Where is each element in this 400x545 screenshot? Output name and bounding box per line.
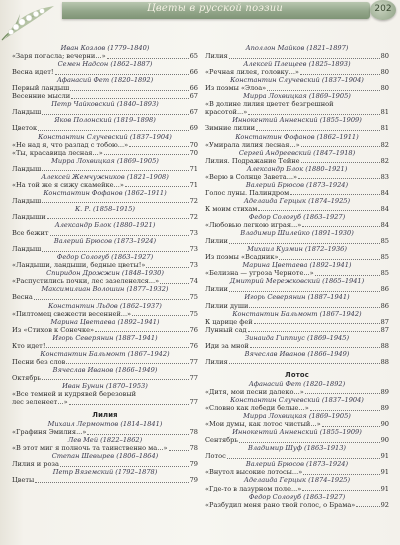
toc-entry[interactable] [12, 310, 198, 318]
entry-title: К царице фей [205, 317, 253, 326]
author-heading: Константин Случевский (1837–1904) [230, 396, 364, 405]
author-heading: Иван Бунин (1870–1953) [62, 381, 148, 390]
entry-title: «Графиня Эмилия...» [12, 428, 87, 437]
entry-page-number: 72 [189, 212, 198, 221]
author-heading: Иван Козлов (1779–1840) [60, 44, 150, 52]
toc-entry[interactable] [12, 342, 198, 350]
entry-title: Сентябрь [205, 436, 238, 445]
toc-entry[interactable] [12, 84, 198, 92]
author-heading: Аполлон Майков (1821–1897) [245, 44, 349, 52]
toc-entry[interactable] [205, 189, 389, 197]
dot-leader [87, 434, 188, 435]
author-heading: Валерий Брюсов (1873–1924) [53, 237, 157, 246]
entry-page-number: 90 [380, 420, 389, 429]
toc-entry[interactable] [12, 460, 198, 468]
author-heading: Михаил Кузмин (1872–1936) [247, 245, 347, 254]
author-heading: Владимир Шуф (1863–1913) [247, 444, 347, 453]
toc-entry[interactable] [12, 181, 198, 189]
author-heading: Яков Полонский (1819–1898) [54, 116, 156, 125]
dot-leader [305, 393, 380, 394]
entry-page-number: 69 [189, 124, 198, 133]
entry-title: Весна идет! [12, 68, 54, 77]
entry-page-number: 66 [189, 84, 198, 93]
dot-leader [301, 162, 380, 163]
entry-page-number: 83 [380, 172, 389, 181]
toc-entry[interactable] [205, 237, 389, 245]
entry-page-number: 73 [189, 229, 198, 238]
entry-page-number: 78 [189, 428, 198, 437]
entry-title: «На той же я сижу скамейке...» [12, 180, 124, 189]
dot-leader [290, 194, 379, 195]
contents-right-column [205, 44, 389, 509]
entry-page-number: 90 [380, 436, 389, 445]
entry-page-number: 74 [189, 277, 198, 286]
entry-page-number: 91 [380, 468, 389, 477]
toc-entry[interactable] [12, 374, 198, 382]
entry-title: К моим стихам [205, 204, 258, 213]
toc-entry[interactable] [205, 221, 389, 229]
entry-page-number: 71 [189, 180, 198, 189]
entry-page-number: 67 [189, 92, 198, 101]
toc-entry[interactable] [205, 173, 389, 181]
author-heading: Федор Сологуб (1863–1927) [248, 492, 346, 501]
entry-page-number: 79 [189, 476, 198, 485]
entry-title: Песни без слов [12, 357, 66, 366]
dot-leader [300, 74, 380, 75]
toc-entry[interactable] [205, 358, 389, 366]
dot-leader [256, 130, 380, 131]
toc-entry[interactable] [205, 388, 389, 396]
toc-entry[interactable] [205, 68, 389, 76]
toc-entry[interactable] [205, 436, 389, 444]
entry-title: Голос луны. Палиндром [205, 188, 290, 197]
author-heading: Мирра Лохвицкая (1869–1905) [51, 156, 159, 165]
author-heading: Максимилиан Волошин (1877–1932) [41, 285, 169, 294]
author-heading: Вячеслав Иванов (1866–1949) [52, 365, 158, 374]
dot-leader [35, 482, 188, 483]
dot-leader [71, 98, 188, 99]
toc-entry[interactable] [12, 52, 198, 60]
entry-title: Лилия [205, 357, 228, 366]
author-heading: Зинаида Гиппиус (1869–1945) [244, 333, 350, 342]
toc-entry[interactable] [12, 398, 198, 406]
author-heading: Константин Бальмонт (1867–1942) [232, 309, 362, 318]
dot-leader [229, 291, 380, 292]
toc-entry[interactable] [205, 285, 389, 293]
author-heading: Федор Сологуб (1863–1927) [248, 212, 346, 221]
dot-leader [104, 154, 189, 155]
entry-title: Первый ландыш [12, 84, 70, 93]
dot-leader [315, 275, 380, 276]
entry-page-number: 76 [189, 325, 198, 334]
toc-entry[interactable] [205, 124, 389, 132]
entry-page-number: 87 [380, 317, 389, 326]
entry-page-number: 80 [380, 68, 389, 77]
author-heading: Аделаида Герцык (1874–1925) [243, 476, 351, 485]
dot-leader [250, 347, 380, 348]
toc-entry[interactable] [205, 108, 389, 116]
entry-page-number: 72 [189, 196, 198, 205]
toc-entry[interactable] [205, 318, 389, 326]
entry-title: «Дитя, мои песни далеко...» [205, 387, 304, 396]
entry-page-number: 67 [189, 108, 198, 117]
author-heading: Иннокентий Анненский (1855–1909) [232, 428, 362, 437]
entry-title: Зимние лилии [205, 124, 255, 133]
entry-title: Лилии [205, 237, 228, 246]
author-heading: К. Р. (1858–1915) [75, 204, 135, 213]
entry-page-number: 82 [380, 140, 389, 149]
dot-leader [42, 251, 188, 252]
entry-page-number: 79 [189, 460, 198, 469]
toc-entry[interactable] [205, 404, 389, 412]
toc-entry[interactable] [12, 245, 198, 253]
dot-leader [95, 331, 189, 332]
entry-page-number: 85 [380, 253, 389, 262]
entry-title: «В этот миг я полночь та таинственно ма...» [12, 444, 168, 453]
entry-title: Лотос [205, 452, 226, 461]
toc-entry[interactable] [205, 342, 389, 350]
page-header [0, 0, 400, 30]
entry-page-number: 70 [189, 140, 198, 149]
toc-entry[interactable] [205, 52, 389, 60]
toc-entry[interactable] [12, 108, 198, 116]
toc-entry[interactable] [205, 452, 389, 460]
toc-entry[interactable] [12, 213, 198, 221]
author-heading: Вячеслав Иванов (1866–1949) [244, 349, 350, 358]
entry-title: Лилии души [205, 301, 249, 310]
dot-leader [160, 283, 188, 284]
running-title: Цветы в русской поэзии [146, 3, 284, 14]
entry-page-number: 70 [189, 148, 198, 157]
toc-entry[interactable] [12, 229, 198, 237]
dot-leader [322, 426, 380, 427]
dot-leader [146, 267, 188, 268]
entry-title: «Ты, красавица лесная...» [12, 148, 103, 157]
entry-title: «Ландыши, ландыши, бедные цветы!» [12, 261, 146, 270]
dot-leader [279, 259, 379, 260]
entry-title: Из «Стихов к Сонечке» [12, 325, 95, 334]
lily-of-the-valley-ornament [0, 0, 64, 44]
entry-page-number: 73 [189, 245, 198, 254]
entry-title: красотой...» [205, 108, 248, 117]
entry-page-number: 76 [189, 341, 198, 350]
entry-page-number: 77 [189, 373, 198, 382]
dot-leader [227, 458, 380, 459]
entry-page-number: 82 [380, 156, 389, 165]
entry-page-number: 81 [380, 124, 389, 133]
entry-title: «Речная лилея, головку...» [205, 68, 299, 77]
entry-title: Лунный сад [205, 325, 247, 334]
dot-leader [42, 379, 188, 380]
dot-leader [356, 506, 379, 507]
toc-entry[interactable] [205, 253, 389, 261]
toc-entry[interactable] [12, 68, 198, 76]
entry-page-number: 89 [380, 387, 389, 396]
toc-entry[interactable] [12, 261, 198, 269]
dot-leader [298, 178, 380, 179]
author-heading: Мирра Лохвицкая (1869–1905) [243, 412, 351, 421]
entry-title-line: «Все темней и кудрявей березовый [12, 390, 136, 399]
entry-title: «Заря погасла; вечерни...» [12, 52, 106, 61]
entry-title: Из поэмы «Всадник» [205, 253, 279, 262]
entry-title: «Словно как лебеди белые...» [205, 404, 309, 413]
toc-entry[interactable] [205, 420, 389, 428]
toc-entry[interactable] [12, 92, 198, 100]
dot-leader [254, 323, 380, 324]
entry-page-number: 86 [380, 285, 389, 294]
dot-leader [60, 466, 189, 467]
author-heading: Алексей Жемчужников (1821–1908) [41, 172, 169, 181]
toc-entry[interactable] [205, 157, 389, 165]
dot-leader [303, 474, 379, 475]
contents-left-column [12, 44, 198, 485]
dot-leader [66, 363, 188, 364]
entry-title-line: «В долине лилия цветет безгрешной [205, 100, 334, 109]
entry-page-number: 84 [380, 204, 389, 213]
entry-title: Цветы [12, 476, 35, 485]
toc-entry[interactable] [12, 197, 198, 205]
entry-title: Лилия. Подражание Тейне [205, 156, 300, 165]
entry-title: Ландыш [12, 164, 42, 173]
entry-title: «Не над я, что разлад с тобою...» [12, 140, 129, 149]
toc-entry[interactable] [205, 501, 389, 509]
entry-title: Ландыш [12, 245, 42, 254]
author-heading: Спиридон Дрожжин (1848–1930) [46, 269, 164, 278]
entry-page-number: 88 [380, 341, 389, 350]
entry-title: «Умирала лилия лесная...» [205, 140, 300, 149]
author-heading: Константин Фофанов (1862–1911) [43, 188, 167, 197]
entry-page-number: 85 [380, 237, 389, 246]
entry-page-number: 66 [189, 68, 198, 77]
author-heading: Владимир Шилейко (1891–1930) [240, 229, 354, 238]
dot-leader [169, 450, 189, 451]
author-heading: Константин Бальмонт (1867–1942) [40, 349, 170, 358]
dot-leader [248, 331, 380, 332]
author-heading: Дмитрий Мережковский (1865–1941) [229, 277, 365, 286]
dot-leader [132, 315, 189, 316]
toc-entry[interactable] [205, 468, 389, 476]
entry-page-number: 91 [380, 452, 389, 461]
entry-title: Иди за мной [205, 341, 249, 350]
entry-title: Октябрь [12, 373, 42, 382]
entry-page-number: 71 [189, 164, 198, 173]
entry-title: Ландыш [12, 196, 42, 205]
entry-title: «Где-то в лазурном поле...» [205, 484, 302, 493]
entry-title: «Пилтомец свежести весенней...» [12, 309, 132, 318]
dot-leader [229, 58, 380, 59]
dot-leader [125, 186, 189, 187]
entry-page-number: 91 [380, 484, 389, 493]
entry-title: Весенние мысли [12, 92, 71, 101]
author-heading: Афанасий Фет (1820–1892) [56, 76, 154, 85]
author-heading: Константин Случевский (1837–1904) [230, 76, 364, 85]
entry-page-number: 88 [380, 357, 389, 366]
toc-entry[interactable] [12, 293, 198, 301]
author-heading: Марина Цветаева (1892–1941) [50, 317, 160, 326]
author-heading: Степан Шевырев (1806–1864) [51, 452, 159, 461]
author-heading: Афанасий Фет (1820–1892) [248, 379, 346, 388]
author-heading: Семен Надсон (1862–1887) [57, 60, 153, 69]
section-heading: Лилия [92, 411, 118, 420]
author-heading: Федор Сологуб (1863–1927) [56, 253, 154, 262]
dot-leader [107, 58, 189, 59]
entry-page-number: 77 [189, 357, 198, 366]
dot-leader [38, 130, 189, 131]
author-heading: Игорь Северянин (1887–1941) [244, 293, 350, 302]
entry-title: Кто идет! [12, 341, 46, 350]
entry-title: «Белизна — угроза Черноте...» [205, 269, 314, 278]
dot-leader [70, 90, 188, 91]
entry-title: «Разбудил меня рано твой голос, о Брама» [205, 500, 356, 509]
spacer [12, 406, 198, 410]
toc-entry[interactable] [12, 165, 198, 173]
spacer [205, 366, 389, 370]
toc-entry[interactable] [12, 141, 198, 149]
toc-entry[interactable] [12, 444, 198, 452]
entry-page-number: 75 [189, 309, 198, 318]
dot-leader [47, 218, 189, 219]
entry-page-number: 75 [189, 293, 198, 302]
entry-page-number: 84 [380, 188, 389, 197]
dot-leader [302, 490, 379, 491]
author-heading: Константин Фофанов (1862–1911) [235, 132, 359, 141]
dot-leader [239, 442, 380, 443]
toc-entry[interactable] [12, 476, 198, 484]
author-heading: Петр Чайковский (1840–1893) [51, 100, 159, 109]
author-heading: Сергей Андреевский (1847–1918) [238, 148, 356, 157]
entry-title: Из поэмы «Элоа» [205, 84, 267, 93]
author-heading: Иннокентий Анненский (1855–1909) [232, 116, 362, 125]
entry-page-number: 85 [380, 269, 389, 278]
dot-leader [229, 363, 380, 364]
entry-title: Лилия [205, 52, 228, 61]
entry-title: лес зеленеет...» [12, 398, 68, 407]
toc-entry[interactable] [205, 302, 389, 310]
toc-entry[interactable] [205, 84, 389, 92]
toc-entry[interactable] [12, 277, 198, 285]
author-heading: Аделаида Герцык (1874–1925) [243, 196, 351, 205]
toc-entry[interactable] [205, 205, 389, 213]
entry-title: Ландыш [12, 108, 42, 117]
author-heading: Александр Блок (1880–1921) [54, 221, 156, 230]
author-heading: Алексей Плещеев (1825–1893) [243, 60, 351, 69]
entry-title: Цветок [12, 124, 38, 133]
page-number: 202 [374, 4, 392, 14]
author-heading: Константин Льдов (1862–1937) [48, 301, 162, 310]
dot-leader [302, 226, 379, 227]
dot-leader [267, 90, 379, 91]
entry-title: Все бежит [12, 229, 49, 238]
dot-leader [301, 146, 380, 147]
dot-leader [258, 210, 379, 211]
dot-leader [46, 347, 188, 348]
author-heading: Константин Случевский (1837–1904) [38, 132, 172, 141]
entry-page-number: 73 [189, 261, 198, 270]
entry-page-number: 78 [189, 444, 198, 453]
section-heading: Лотос [285, 370, 309, 379]
entry-title: Лилии [205, 285, 228, 294]
author-heading: Лев Мей (1822–1862) [67, 436, 143, 445]
dot-leader [69, 404, 189, 405]
dot-leader [42, 202, 188, 203]
toc-entry[interactable] [205, 269, 389, 277]
author-heading: Валерий Брюсов (1873–1924) [245, 460, 349, 469]
entry-page-number: 86 [380, 301, 389, 310]
dot-leader [310, 410, 380, 411]
toc-entry[interactable] [205, 485, 389, 493]
entry-title: Ландыши [12, 212, 46, 221]
dot-leader [42, 170, 188, 171]
entry-page-number: 89 [380, 404, 389, 413]
toc-entry[interactable] [205, 141, 389, 149]
author-heading: Марина Цветаева (1892–1941) [242, 261, 352, 270]
toc-entry[interactable] [12, 124, 198, 132]
toc-entry[interactable] [205, 326, 389, 334]
entry-page-number: 84 [380, 221, 389, 230]
dot-leader [129, 146, 188, 147]
entry-title: «Распустились почки, лес зазеленелся...» [12, 277, 160, 286]
toc-entry[interactable] [12, 149, 198, 157]
entry-title: Лилия и роза [12, 460, 59, 469]
dot-leader [34, 299, 189, 300]
entry-page-number: 65 [189, 52, 198, 61]
author-heading: Александр Блок (1880–1921) [246, 164, 348, 173]
dot-leader [248, 114, 379, 115]
entry-title: «Внутол высокие лотосы...» [205, 468, 303, 477]
dot-leader [50, 235, 189, 236]
dot-leader [249, 307, 379, 308]
author-heading: Михаил Лермонтов (1814–1841) [47, 420, 163, 429]
entry-page-number: 80 [380, 52, 389, 61]
entry-title: Весна [12, 293, 33, 302]
entry-page-number: 80 [380, 84, 389, 93]
entry-page-number: 77 [189, 398, 198, 407]
author-heading: Петр Вяземский (1792–1878) [52, 468, 158, 477]
toc-entry[interactable] [12, 428, 198, 436]
entry-page-number: 81 [380, 108, 389, 117]
toc-entry[interactable] [12, 326, 198, 334]
dot-leader [42, 114, 188, 115]
entry-title: «Верю в Солнце Завета...» [205, 172, 298, 181]
entry-page-number: 92 [380, 500, 389, 509]
author-heading: Валерий Брюсов (1873–1924) [245, 180, 349, 189]
author-heading: Игорь Северянин (1887–1941) [52, 333, 158, 342]
entry-title: «Мои думы, как лотос чистый...» [205, 420, 321, 429]
author-heading: Мирра Лохвицкая (1869–1905) [243, 92, 351, 101]
dot-leader [55, 74, 189, 75]
dot-leader [229, 243, 380, 244]
toc-entry[interactable] [12, 358, 198, 366]
entry-page-number: 87 [380, 325, 389, 334]
entry-title: «Любовью легкою играя...» [205, 221, 302, 230]
